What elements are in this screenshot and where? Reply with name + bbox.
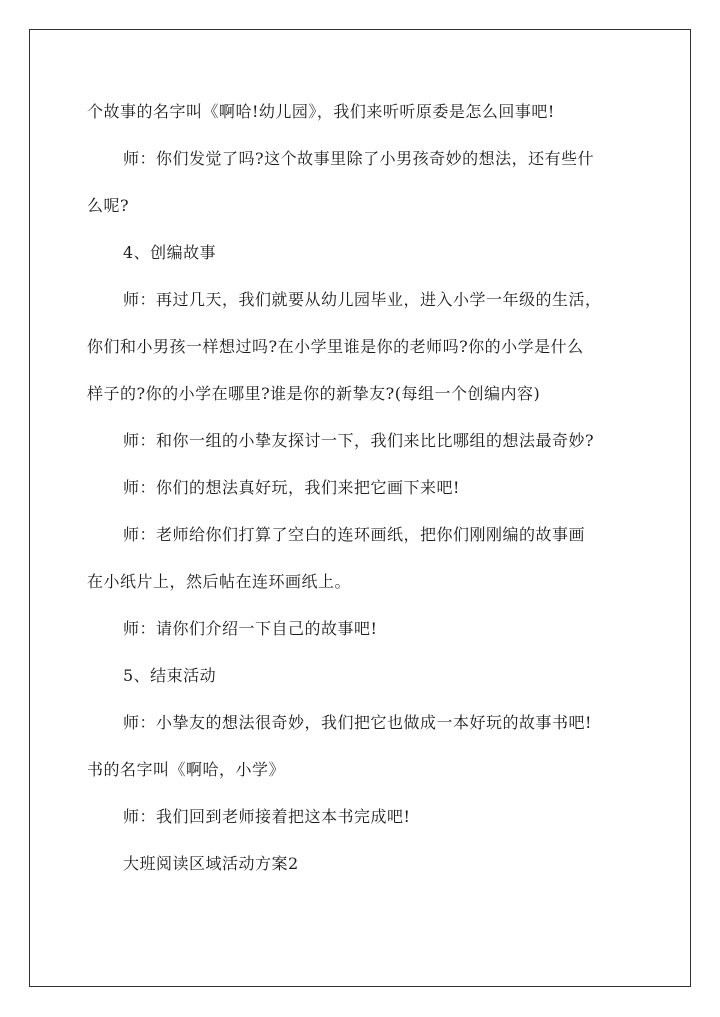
document-title: 大班阅读区域活动方案2 xyxy=(123,854,299,873)
text-line: 师：小挚友的想法很奇妙，我们把它也做成一本好玩的故事书吧! xyxy=(123,713,592,732)
text-line: 师：老师给你们打算了空白的连环画纸，把你们刚刚编的故事画 xyxy=(123,525,586,544)
text-line: 师：我们回到老师接着把这本书完成吧! xyxy=(123,807,411,826)
text-line: 师：和你一组的小挚友探讨一下，我们来比比哪组的想法最奇妙? xyxy=(123,431,595,450)
section-heading: 4、创编故事 xyxy=(123,243,217,262)
text-line: 书的名字叫《啊哈，小学》 xyxy=(87,760,286,779)
page-border xyxy=(29,29,691,987)
text-line: 样子的?你的小学在哪里?谁是你的新挚友?(每组一个创编内容) xyxy=(87,384,541,403)
text-line: 你们和小男孩一样想过吗?在小学里谁是你的老师吗?你的小学是什么 xyxy=(87,337,584,356)
text-line: 么呢? xyxy=(87,196,130,215)
text-line: 个故事的名字叫《啊哈!幼儿园》，我们来听听原委是怎么回事吧! xyxy=(87,102,555,121)
text-line: 师：你们的想法真好玩，我们来把它画下来吧! xyxy=(123,478,460,497)
text-line: 师：请你们介绍一下自己的故事吧! xyxy=(123,619,378,638)
text-line: 在小纸片上，然后帖在连环画纸上。 xyxy=(87,572,352,591)
section-heading: 5、结束活动 xyxy=(123,666,217,685)
text-line: 师：你们发觉了吗?这个故事里除了小男孩奇妙的想法，还有些什 xyxy=(123,149,595,168)
text-line: 师：再过几天，我们就要从幼儿园毕业，进入小学一年级的生活， xyxy=(123,290,602,309)
